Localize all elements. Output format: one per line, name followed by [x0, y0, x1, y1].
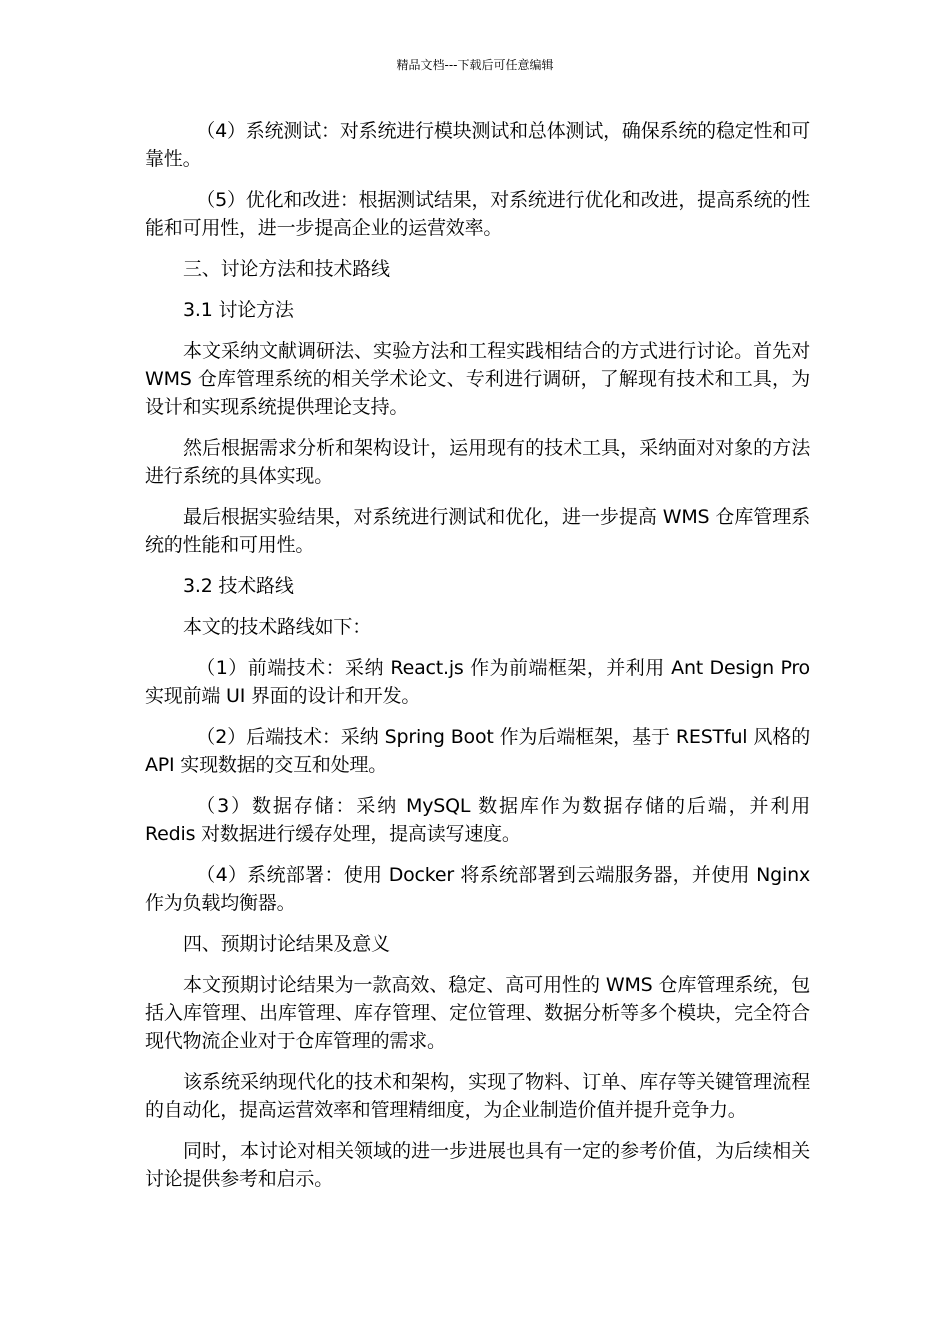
body-paragraph: 本文的技术路线如下：: [183, 616, 372, 638]
list-item-system-testing: （4）系统测试：对系统进行模块测试和总体测试，确保系统的稳定性和可靠性。: [145, 120, 810, 170]
body-paragraph: 最后根据实验结果，对系统进行测试和优化，进一步提高 WMS 仓库管理系统的性能和可用性。: [145, 506, 810, 556]
section-heading-methods: 三、讨论方法和技术路线: [183, 258, 390, 280]
subsection-heading-3-2: 3.2 技术路线: [183, 575, 294, 597]
body-paragraph: 同时，本讨论对相关领域的进一步进展也具有一定的参考价值，为后续相关讨论提供参考和启示。: [145, 1140, 810, 1190]
list-item-storage: （3）数据存储：采纳 MySQL 数据库作为数据存储的后端，并利用 Redis 对数据进行缓存处理，提高读写速度。: [145, 795, 810, 845]
body-paragraph: 本文预期讨论结果为一款高效、稳定、高可用性的 WMS 仓库管理系统，包括入库管理、出库管理、库存管理、定位管理、数据分析等多个模块，完全符合现代物流企业对于仓库管理的需求。: [145, 974, 810, 1052]
body-paragraph: 本文采纳文献调研法、实验方法和工程实践相结合的方式进行讨论。首先对 WMS 仓库管理系统的相关学术论文、专利进行调研，了解现有技术和工具，为设计和实现系统提供理论支持。: [145, 340, 810, 418]
subsection-heading-3-1: 3.1 讨论方法: [183, 299, 294, 321]
body-paragraph: 然后根据需求分析和架构设计，运用现有的技术工具，采纳面对对象的方法进行系统的具体实现。: [145, 437, 810, 487]
page-header: 精品文档---下载后可任意编辑: [396, 58, 554, 72]
body-paragraph: 该系统采纳现代化的技术和架构，实现了物料、订单、库存等关键管理流程的自动化，提高运营效率和管理精细度，为企业制造价值并提升竞争力。: [145, 1071, 810, 1121]
section-heading-expected-results: 四、预期讨论结果及意义: [183, 933, 390, 955]
list-item-backend: （2）后端技术：采纳 Spring Boot 作为后端框架，基于 RESTful 风格的 API 实现数据的交互和处理。: [145, 726, 810, 776]
list-item-frontend: （1）前端技术：采纳 React.js 作为前端框架，并利用 Ant Design Pro 实现前端 UI 界面的设计和开发。: [145, 657, 810, 707]
list-item-optimization: （5）优化和改进：根据测试结果，对系统进行优化和改进，提高系统的性能和可用性，进一步提高企业的运营效率。: [145, 189, 810, 239]
list-item-deployment: （4）系统部署：使用 Docker 将系统部署到云端服务器，并使用 Nginx 作为负载均衡器。: [145, 864, 810, 914]
document-body: [145, 117, 810, 1206]
